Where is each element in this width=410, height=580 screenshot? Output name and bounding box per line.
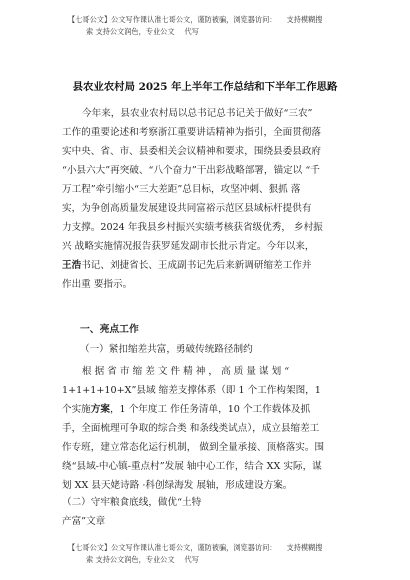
text-line — [62, 104, 362, 123]
text-run: 手，全面梳理可争取的综合类 和条线类试点），成立县缩差工 — [62, 423, 320, 434]
text-run: ，1 个年度工 作任务清单，10 个工作载体及抓 — [109, 404, 311, 415]
text-line — [62, 419, 362, 438]
text-run: 实，为争创高质量发展建设共同富裕示范区县域标杆提供有 — [62, 203, 312, 214]
subsection-heading-2: （二）守牢粮食底线，做优“土特 — [62, 497, 202, 508]
text-line — [62, 362, 362, 381]
text-run-bold: 方案 — [90, 404, 110, 415]
subsection-heading-1: （一）紧扣缩差共富，勇破传统路径制约 — [80, 344, 253, 355]
section-heading-1: 一、亮点工作 — [80, 324, 139, 335]
text-line — [62, 457, 362, 476]
text-run: 1+1+1+10+X”县域 缩差支撑体系（即 1 个工作构架图，1 — [62, 385, 321, 396]
header-text-1b: 支持模糊搜 — [286, 15, 323, 24]
text-line — [62, 218, 362, 237]
page-header-note — [68, 14, 358, 38]
text-run: 作专班，建立常态化运行机制， 做到全量承接、顶格落实。围 — [62, 442, 325, 453]
footer-line-1 — [68, 542, 358, 554]
text-line — [62, 142, 362, 161]
header-line-1 — [68, 14, 358, 26]
footer-text-2a: 索 支持公文润色，专业公文 — [86, 555, 175, 564]
text-line — [62, 438, 362, 457]
text-run: 力支撑。2024 年我县乡村振兴实绩考核获省级优秀， 乡村振 — [62, 222, 323, 233]
subsection-heading-2-cont: 产富”文章 — [62, 516, 106, 527]
text-run: 作出重 要指示。 — [62, 279, 133, 290]
text-line — [62, 400, 362, 419]
text-run: 个实施 — [62, 404, 91, 415]
header-text-2b: 代写 — [184, 27, 199, 36]
footer-text-1a: 【七哥公文】公文写作课认准七哥公文，谨防被骗，浏览器访问： — [68, 543, 277, 552]
text-run-bold: 王浩 — [62, 260, 82, 271]
text-run: 绕“县域-中心镇-重点村”发展 轴中心工作，结合 XX 实际，谋 — [62, 461, 322, 472]
text-line — [62, 123, 362, 142]
text-run: 根 据 省 市 缩 差 文 件 精 神 ， 高 质 量 谋 划 “ — [82, 366, 290, 377]
text-run: 实中央、省、市、县委相关会议精神和要求，围绕县委县政府 — [62, 146, 322, 157]
paragraph-2 — [62, 362, 362, 495]
document-title: 县农业农村局 2025 年上半年工作总结和下半年工作思路 — [72, 81, 338, 93]
text-run: 书记、刘捷省长、王成副书记先后来新调研缩差工作并 — [81, 260, 312, 271]
header-text-2a: 索 支持公文润色，专业公文 — [86, 27, 175, 36]
text-line — [62, 381, 362, 400]
footer-text-2b: 代写 — [184, 555, 199, 564]
footer-text-1b: 支持模糊搜 — [286, 543, 323, 552]
text-line — [62, 237, 362, 256]
header-text-1a: 【七哥公文】公文写作课认准七哥公文，谨防被骗，浏览器访问： — [68, 15, 277, 24]
text-line — [62, 256, 362, 275]
text-run: 工作的重要论述和考察浙江重要讲话精神为指引，全面贯彻落 — [62, 127, 322, 138]
text-run: 兴 战略实施情况报告获罗延发副市长批示肯定。今年以来， — [62, 241, 315, 252]
text-line — [62, 199, 362, 218]
footer-line-2 — [68, 554, 358, 566]
text-line — [62, 476, 362, 495]
text-run: 划 XX 县天姥诗路 ·科创绿海发 展轴，形成建设方案。 — [62, 480, 293, 491]
text-run: 今年来，县农业农村局以总书记总书记关于做好“三农” — [82, 108, 313, 119]
intro-paragraph — [62, 104, 362, 294]
text-line — [62, 180, 362, 199]
page-footer-note — [68, 542, 358, 566]
text-run: 万工程”牵引缩小“三大差距”总目标，攻坚冲刺、狠抓 落 — [62, 184, 301, 195]
text-line — [62, 161, 362, 180]
text-run: “小县六大”再突破、“八个奋力”干出彩战略部署，锚定以 “千 — [62, 165, 320, 176]
header-line-2 — [68, 26, 358, 38]
text-line — [62, 275, 362, 294]
